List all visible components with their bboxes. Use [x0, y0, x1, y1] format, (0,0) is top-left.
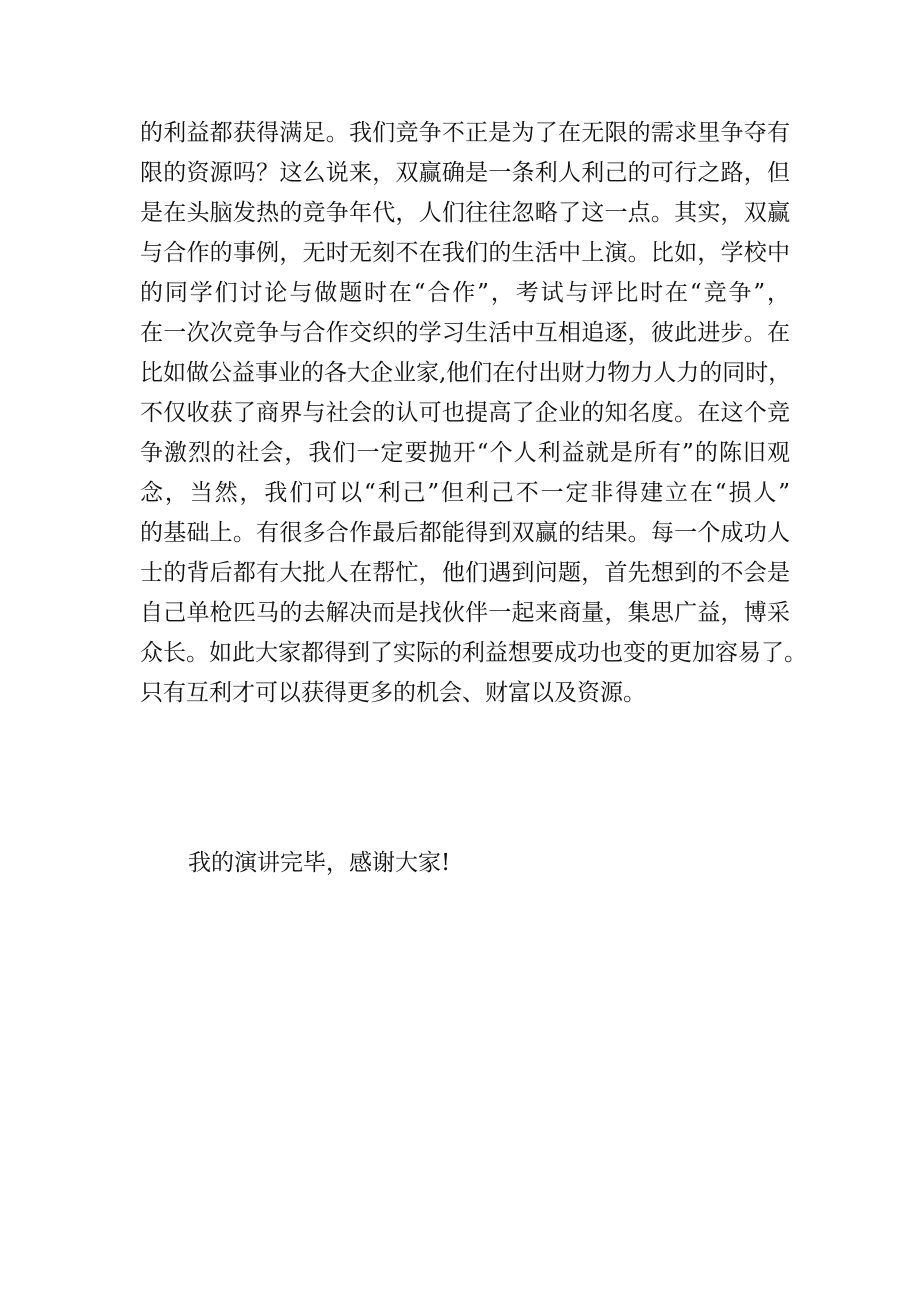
text-line: 的同学们讨论与做题时在“合作”，考试与评比时在“竞争”，	[140, 280, 790, 306]
text-line: 限的资源吗？这么说来，双赢确是一条利人利己的可行之路，但	[140, 160, 790, 186]
text-line: 众长。如此大家都得到了实际的利益想要成功也变的更加容易了。	[140, 640, 807, 666]
text-line: 不仅收获了商界与社会的认可也提高了企业的知名度。在这个竞	[140, 400, 790, 426]
text-line: 比如做公益事业的各大企业家,他们在付出财力物力人力的同时，	[140, 360, 792, 386]
text-line: 只有互利才可以获得更多的机会、财富以及资源。	[140, 680, 646, 706]
text-line: 在一次次竞争与合作交织的学习生活中互相追逐，彼此进步。在	[140, 320, 790, 346]
text-line: 争激烈的社会，我们一定要抛开“个人利益就是所有”的陈旧观	[140, 440, 790, 466]
text-line: 的利益都获得满足。我们竞争不正是为了在无限的需求里争夺有	[140, 120, 790, 146]
text-line: 的基础上。有很多合作最后都能得到双赢的结果。每一个成功人	[140, 520, 790, 546]
text-line: 念，当然，我们可以“利己”但利己不一定非得建立在“损人”	[140, 480, 790, 506]
text-line: 与合作的事例，无时无刻不在我们的生活中上演。比如，学校中	[140, 240, 790, 266]
text-line: 自己单枪匹马的去解决而是找伙伴一起来商量，集思广益，博采	[140, 600, 790, 626]
text-line: 士的背后都有大批人在帮忙，他们遇到问题，首先想到的不会是	[140, 560, 790, 586]
text-line: 是在头脑发热的竞争年代，人们往往忽略了这一点。其实，双赢	[140, 200, 790, 226]
body-paragraph	[140, 113, 807, 713]
closing-paragraph: 我的演讲完毕，感谢大家!	[188, 850, 451, 876]
